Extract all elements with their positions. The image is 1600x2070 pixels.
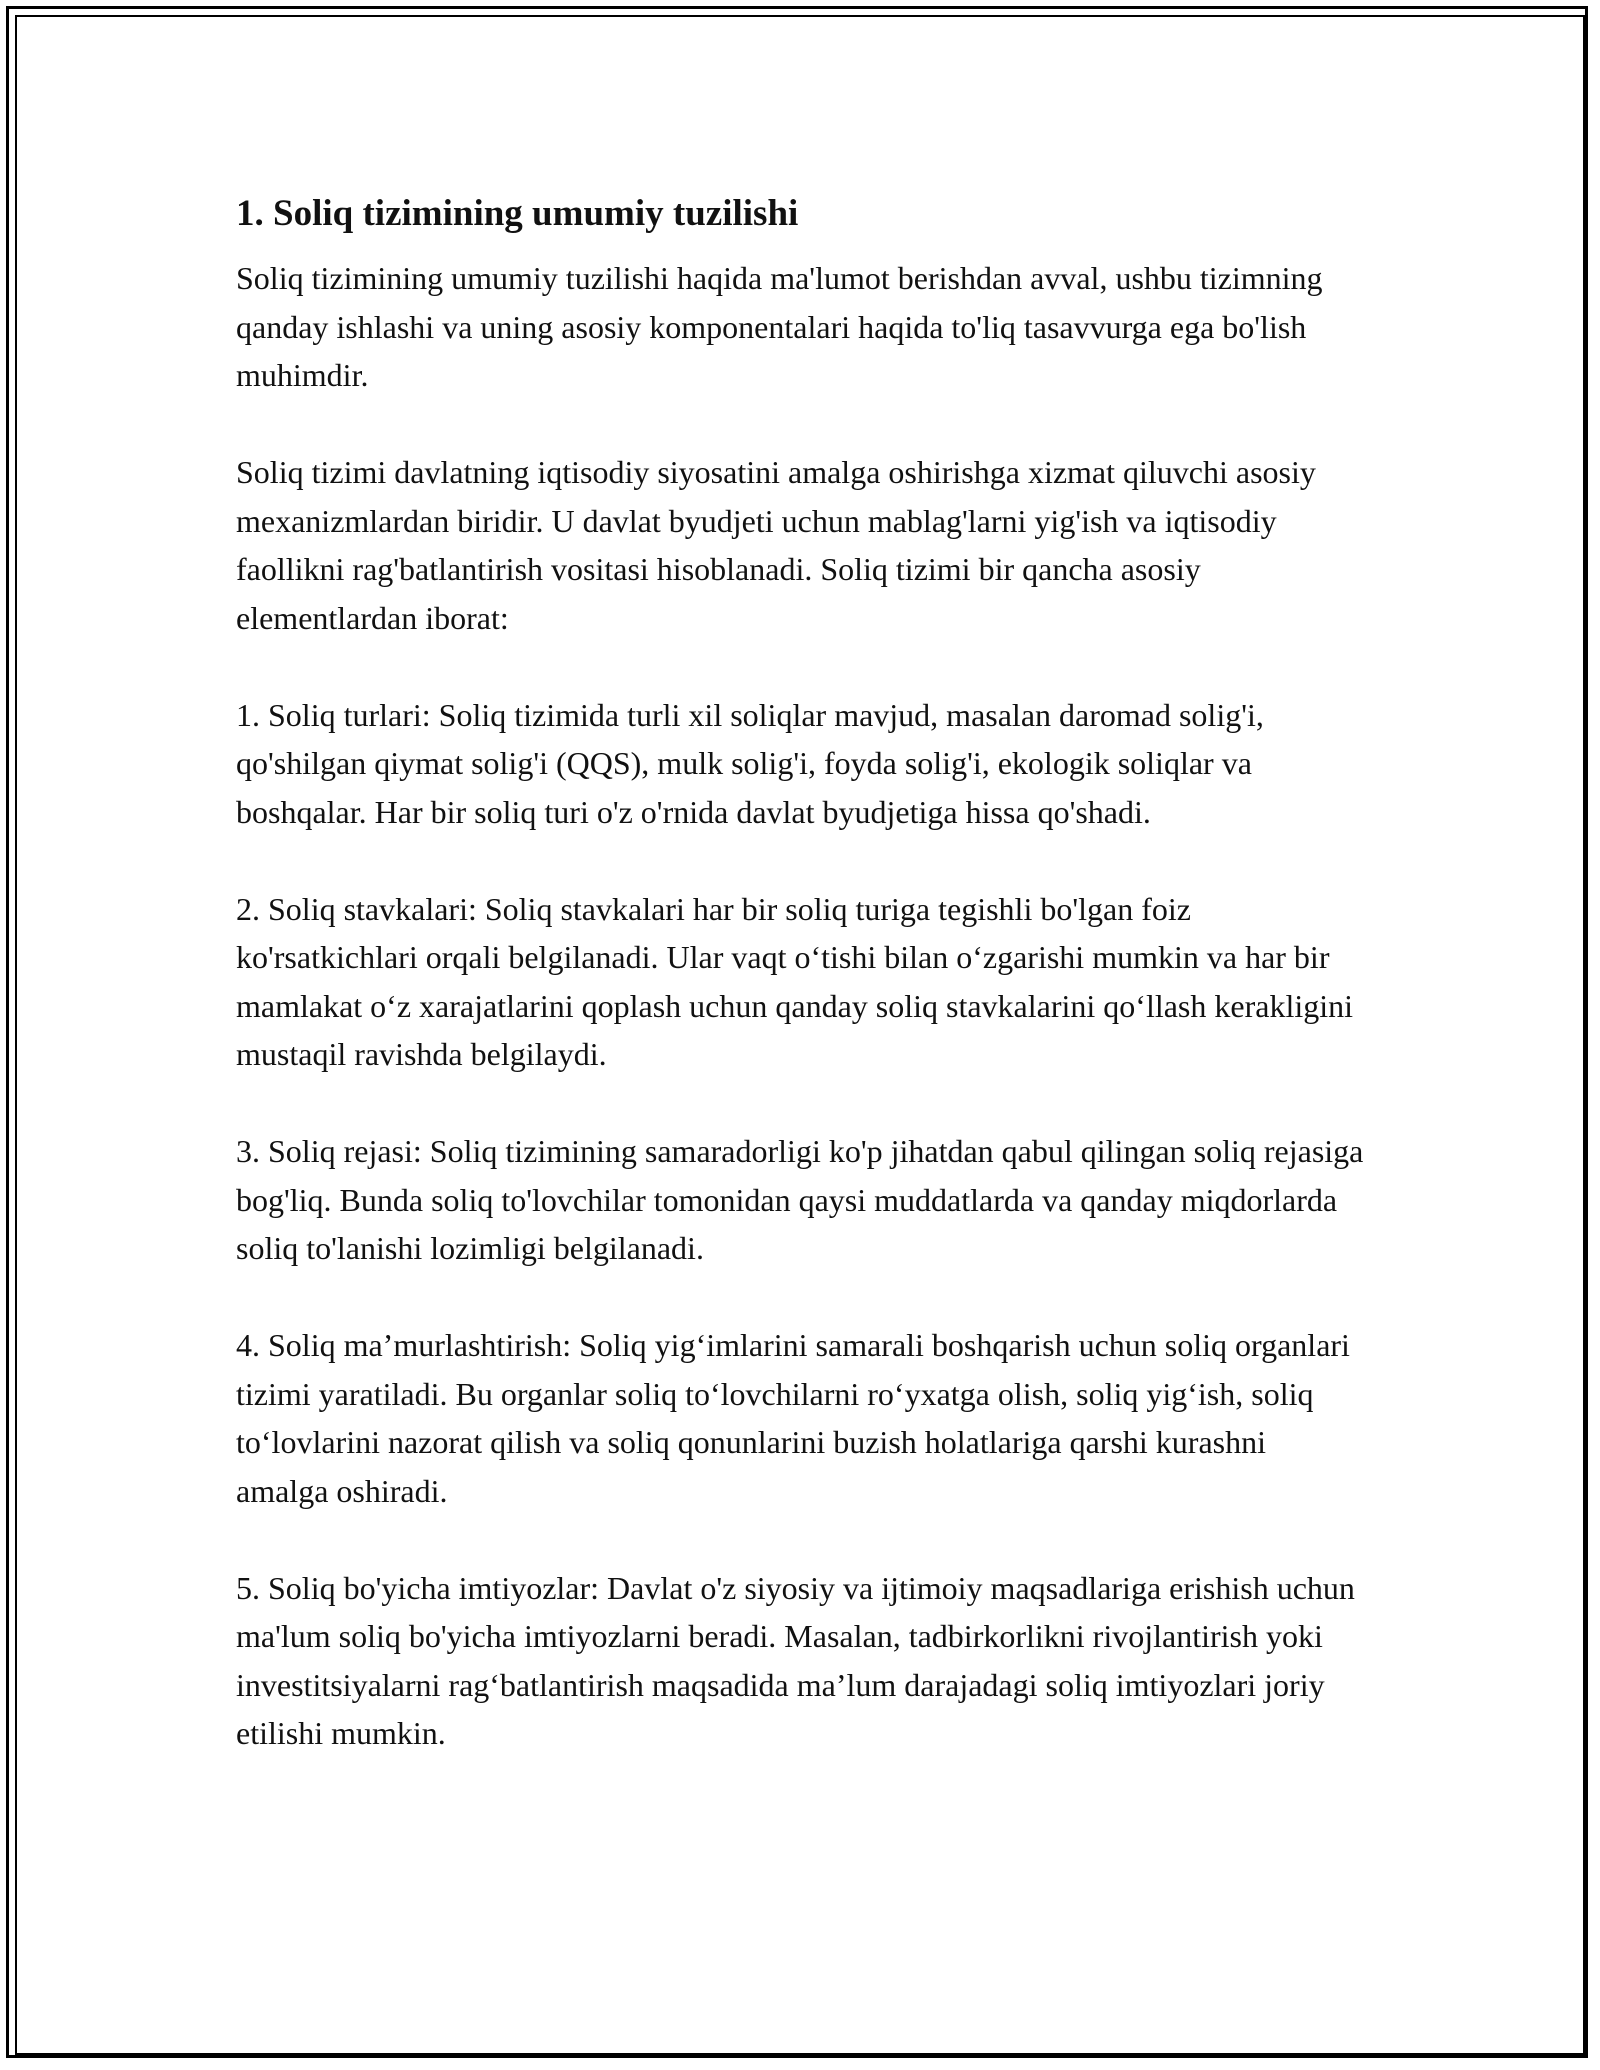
paragraph-intro: Soliq tizimining umumiy tuzilishi haqida ma'lumot berishdan avval, ushbu tizimning qanday ishlashi va uning asosiy komponentalari haqida to'liq tasavvurga ega bo'lish muhimdir. [236,260,1323,393]
paragraph-tax-plan: 3. Soliq rejasi: Soliq tizimining samaradorligi ko'p jihatdan qabul qilingan soliq rejasiga bog'liq. Bunda soliq to'lovchilar tomonidan qaysi muddatlarda va qanday miqdorlarda soliq to'lanishi lozimligi belgilanadi. [236,1133,1364,1266]
section-heading: 1. Soliq tizimining umumiy tuzilishi [236,193,799,234]
paragraph-tax-types: 1. Soliq turlari: Soliq tizimida turli xil soliqlar mavjud, masalan daromad solig'i, qo'shilgan qiymat solig'i (QQS), mulk solig'i, foyda solig'i, ekologik soliqlar va boshqalar. Har bir soliq turi o'z o'rnida davlat byudjetiga hissa qo'shadi. [236,696,1264,830]
document-body [236,186,1366,1806]
paragraph-tax-rates: 2. Soliq stavkalari: Soliq stavkalari har bir soliq turiga tegishli bo'lgan foiz ko'rsatkichlari orqali belgilanadi. Ular vaqt o‘tishi bilan o‘zgarishi mumkin va har bir mamlakat o‘z xarajatlarini qoplash uchun qanday soliq stavkalarini qo‘llash kerakligini mustaqil ravishda belgilaydi. [236,890,1353,1072]
paragraph-overview: Soliq tizimi davlatning iqtisodiy siyosatini amalga oshirishga xizmat qiluvchi asosiy mexanizmlardan biridir. U davlat byudjeti uchun mablag'larni yig'ish va iqtisodiy faollikni rag'batlantirish vositasi hisoblanadi. Soliq tizimi bir qancha asosiy elementlardan iborat: [236,454,1316,636]
paragraph-tax-benefits: 5. Soliq bo'yicha imtiyozlar: Davlat o'z siyosiy va ijtimoiy maqsadlariga erishish uchun ma'lum soliq bo'yicha imtiyozlarni beradi. Masalan, tadbirkorlikni rivojlantirish yoki investitsiyalarni rag‘batlantirish maqsadida ma’lum darajadagi soliq imtiyozlari joriy etilishi mumkin. [236,1569,1355,1751]
paragraph-tax-administration: 4. Soliq ma’murlashtirish: Soliq yig‘imlarini samarali boshqarish uchun soliq organlari tizimi yaratiladi. Bu organlar soliq to‘lovchilarni ro‘yxatga olish, soliq yig‘ish, soliq to‘lovlarini nazorat qilish va soliq qonunlarini buzish holatlariga qarshi kurashni amalga oshiradi. [236,1327,1350,1509]
